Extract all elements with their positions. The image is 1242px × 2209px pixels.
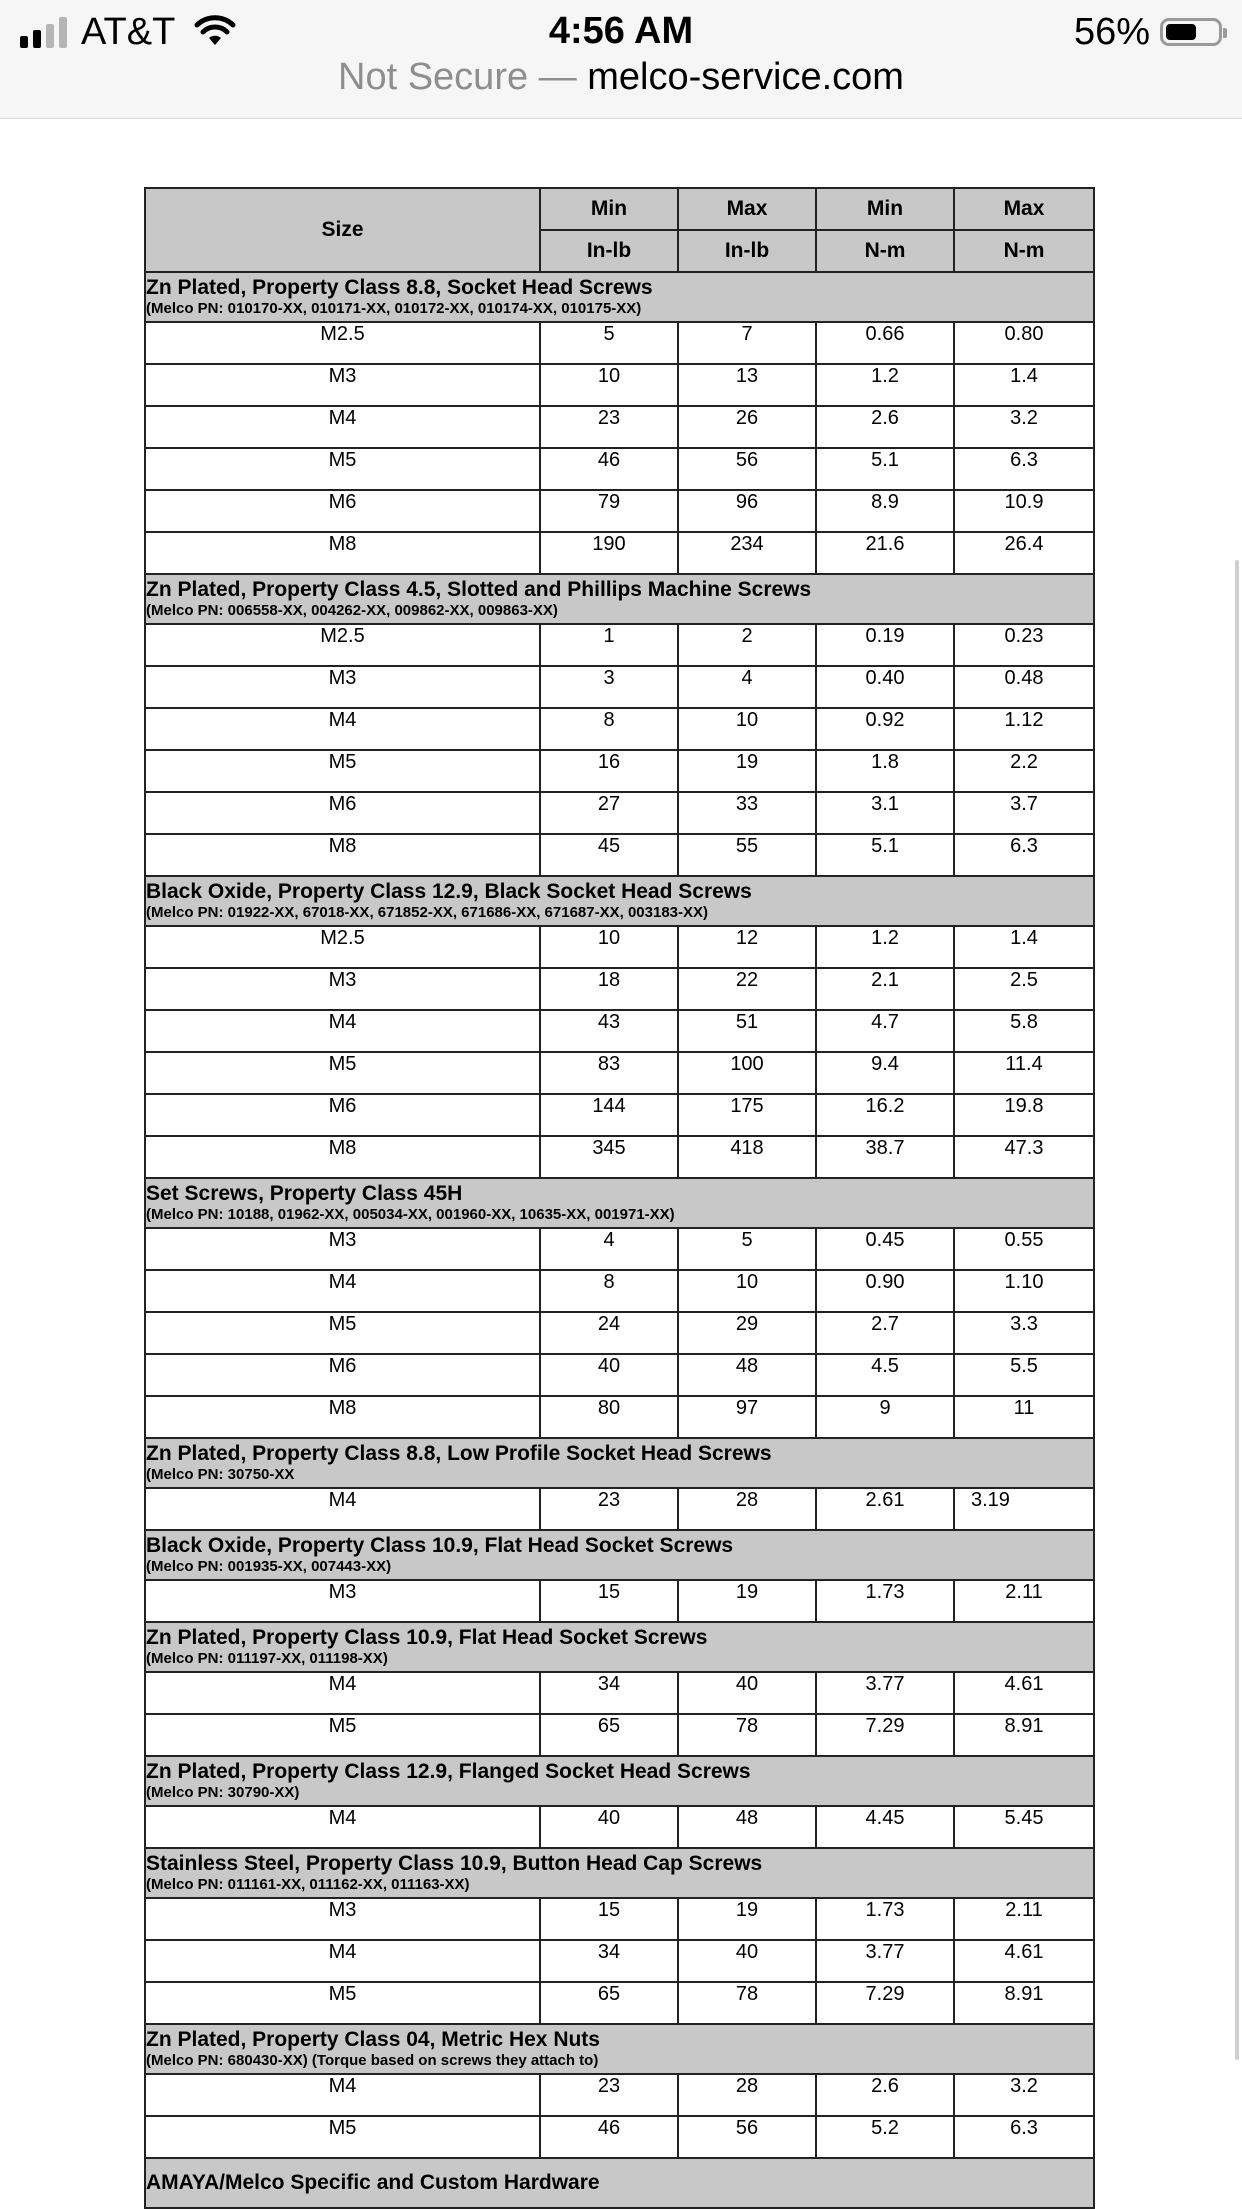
cell-size: M4 (145, 2074, 540, 2116)
section-header-cell (145, 1848, 1094, 1898)
section-title: AMAYA/Melco Specific and Custom Hardware (146, 2171, 600, 2194)
cell-max-inlb: 29 (678, 1312, 816, 1354)
cell-size: M8 (145, 1136, 540, 1178)
cell-max-inlb: 4 (678, 666, 816, 708)
table-row (145, 406, 1094, 448)
section-header-row (145, 2158, 1094, 2208)
col-unit-max-inlb: In-lb (678, 230, 816, 272)
cell-size: M2.5 (145, 926, 540, 968)
section-part-numbers: (Melco PN: 011197-XX, 011198-XX) (146, 1650, 388, 1667)
cell-max-inlb: 26 (678, 406, 816, 448)
cell-size: M6 (145, 1354, 540, 1396)
table-row (145, 926, 1094, 968)
table-row (145, 1052, 1094, 1094)
cell-min-inlb: 8 (540, 708, 678, 750)
section-part-numbers: (Melco PN: 680430-XX) (Torque based on screws they attach to) (146, 2052, 599, 2069)
cell-min-nm: 2.6 (816, 2074, 954, 2116)
section-header-cell (145, 1178, 1094, 1228)
cell-max-inlb: 28 (678, 2074, 816, 2116)
cell-max-inlb: 2 (678, 624, 816, 666)
table-row (145, 364, 1094, 406)
table-row (145, 624, 1094, 666)
cell-max-nm: 5.8 (954, 1010, 1094, 1052)
address-bar[interactable] (0, 56, 1242, 99)
table-row (145, 1488, 1094, 1530)
cell-max-nm: 0.55 (954, 1228, 1094, 1270)
cell-min-inlb: 45 (540, 834, 678, 876)
cell-min-inlb: 10 (540, 364, 678, 406)
cell-max-nm: 11 (954, 1396, 1094, 1438)
cell-max-inlb: 5 (678, 1228, 816, 1270)
cell-min-nm: 0.40 (816, 666, 954, 708)
section-header-cell (145, 2158, 1094, 2208)
table-row (145, 1094, 1094, 1136)
table-row (145, 1270, 1094, 1312)
cell-min-nm: 5.1 (816, 448, 954, 490)
cell-min-inlb: 1 (540, 624, 678, 666)
cell-max-nm: 3.2 (954, 2074, 1094, 2116)
cell-size: M5 (145, 1714, 540, 1756)
cell-max-nm: 2.2 (954, 750, 1094, 792)
cell-min-nm: 2.6 (816, 406, 954, 448)
cell-min-inlb: 27 (540, 792, 678, 834)
cell-min-inlb: 24 (540, 1312, 678, 1354)
col-header-size: Size (145, 188, 540, 272)
table-row (145, 1010, 1094, 1052)
cell-size: M8 (145, 532, 540, 574)
cell-max-nm: 1.12 (954, 708, 1094, 750)
cell-min-inlb: 46 (540, 448, 678, 490)
page-scrollbar[interactable] (1235, 560, 1239, 2060)
col-unit-min-inlb: In-lb (540, 230, 678, 272)
table-row (145, 1672, 1094, 1714)
cell-size: M8 (145, 834, 540, 876)
cell-max-inlb: 22 (678, 968, 816, 1010)
cell-max-nm: 3.2 (954, 406, 1094, 448)
table-row (145, 666, 1094, 708)
table-row (145, 448, 1094, 490)
cell-min-inlb: 43 (540, 1010, 678, 1052)
cell-max-inlb: 40 (678, 1672, 816, 1714)
cell-min-inlb: 15 (540, 1898, 678, 1940)
cell-size: M4 (145, 1270, 540, 1312)
cell-max-inlb: 78 (678, 1714, 816, 1756)
cell-size: M3 (145, 364, 540, 406)
cell-max-inlb: 19 (678, 1580, 816, 1622)
cell-min-inlb: 8 (540, 1270, 678, 1312)
table-row (145, 1806, 1094, 1848)
cell-max-inlb: 10 (678, 708, 816, 750)
cell-max-nm: 6.3 (954, 834, 1094, 876)
status-right (1074, 8, 1222, 56)
cell-max-inlb: 55 (678, 834, 816, 876)
cell-max-nm: 8.91 (954, 1982, 1094, 2024)
section-header-row (145, 1848, 1094, 1898)
cell-min-nm: 7.29 (816, 1714, 954, 1756)
cell-min-nm: 3.77 (816, 1940, 954, 1982)
cell-max-nm: 4.61 (954, 1940, 1094, 1982)
cell-min-nm: 7.29 (816, 1982, 954, 2024)
section-header-row (145, 1622, 1094, 1672)
cell-min-nm: 4.45 (816, 1806, 954, 1848)
cell-max-nm: 6.3 (954, 448, 1094, 490)
cell-min-nm: 1.2 (816, 926, 954, 968)
section-part-numbers: (Melco PN: 006558-XX, 004262-XX, 009862-XX, 009863-XX) (146, 602, 558, 619)
cell-max-inlb: 7 (678, 322, 816, 364)
table-row (145, 1982, 1094, 2024)
section-header-cell (145, 272, 1094, 322)
cell-min-inlb: 23 (540, 2074, 678, 2116)
cell-min-nm: 0.66 (816, 322, 954, 364)
cell-min-inlb: 40 (540, 1806, 678, 1848)
section-header-cell (145, 1622, 1094, 1672)
cell-size: M6 (145, 1094, 540, 1136)
cell-min-inlb: 80 (540, 1396, 678, 1438)
header-row-units (145, 188, 1094, 230)
url-domain: melco-service.com (587, 56, 904, 98)
cell-max-inlb: 19 (678, 1898, 816, 1940)
section-title: Stainless Steel, Property Class 10.9, Button Head Cap Screws (146, 1852, 763, 1875)
col-unit-min-nm: N-m (816, 230, 954, 272)
cell-min-inlb: 190 (540, 532, 678, 574)
cell-max-nm: 0.80 (954, 322, 1094, 364)
carrier-name: AT&T (81, 10, 176, 53)
cell-min-inlb: 15 (540, 1580, 678, 1622)
cell-max-nm: 4.61 (954, 1672, 1094, 1714)
table-row (145, 1898, 1094, 1940)
cell-size: M6 (145, 490, 540, 532)
section-part-numbers: (Melco PN: 30790-XX) (146, 1784, 300, 1801)
section-header-row (145, 1756, 1094, 1806)
cell-max-nm: 3.19 (954, 1488, 1094, 1530)
section-title: Zn Plated, Property Class 8.8, Low Profile Socket Head Screws (146, 1442, 772, 1465)
cell-min-inlb: 144 (540, 1094, 678, 1136)
cell-size: M4 (145, 406, 540, 448)
table-row (145, 1714, 1094, 1756)
cell-min-nm: 0.45 (816, 1228, 954, 1270)
cell-max-inlb: 48 (678, 1354, 816, 1396)
cell-max-inlb: 56 (678, 448, 816, 490)
table-row (145, 792, 1094, 834)
cell-max-inlb: 97 (678, 1396, 816, 1438)
cell-min-inlb: 46 (540, 2116, 678, 2158)
battery-icon (1160, 18, 1222, 46)
section-header-row (145, 1438, 1094, 1488)
cell-size: M6 (145, 792, 540, 834)
torque-table (144, 187, 1095, 2209)
cell-size: M3 (145, 968, 540, 1010)
cell-size: M4 (145, 1940, 540, 1982)
cell-max-inlb: 418 (678, 1136, 816, 1178)
cell-max-nm: 3.3 (954, 1312, 1094, 1354)
cell-max-nm: 0.48 (954, 666, 1094, 708)
section-header-row (145, 1530, 1094, 1580)
section-header-row (145, 272, 1094, 322)
col-header-max-nm: Max (954, 188, 1094, 230)
cell-min-nm: 1.2 (816, 364, 954, 406)
table-row (145, 1580, 1094, 1622)
cell-max-inlb: 28 (678, 1488, 816, 1530)
section-header-cell (145, 2024, 1094, 2074)
table-row (145, 2116, 1094, 2158)
cell-min-nm: 4.7 (816, 1010, 954, 1052)
cell-size: M4 (145, 1672, 540, 1714)
cell-min-nm: 21.6 (816, 532, 954, 574)
cell-min-nm: 4.5 (816, 1354, 954, 1396)
cell-size: M5 (145, 448, 540, 490)
cell-min-nm: 9.4 (816, 1052, 954, 1094)
cell-size: M4 (145, 708, 540, 750)
cell-min-inlb: 5 (540, 322, 678, 364)
table-row (145, 1354, 1094, 1396)
col-unit-max-nm: N-m (954, 230, 1094, 272)
cell-max-nm: 1.4 (954, 926, 1094, 968)
cell-min-inlb: 345 (540, 1136, 678, 1178)
table-row (145, 1136, 1094, 1178)
cell-max-inlb: 12 (678, 926, 816, 968)
section-header-cell (145, 574, 1094, 624)
table-row (145, 1312, 1094, 1354)
cell-size: M3 (145, 1898, 540, 1940)
section-header-cell (145, 1756, 1094, 1806)
cell-min-nm: 3.1 (816, 792, 954, 834)
section-header-cell (145, 1438, 1094, 1488)
table-row (145, 532, 1094, 574)
cell-min-nm: 16.2 (816, 1094, 954, 1136)
section-title: Set Screws, Property Class 45H (146, 1182, 463, 1205)
cell-size: M4 (145, 1010, 540, 1052)
cell-min-nm: 38.7 (816, 1136, 954, 1178)
section-title: Zn Plated, Property Class 8.8, Socket Head Screws (146, 276, 653, 299)
cell-max-inlb: 33 (678, 792, 816, 834)
cell-min-nm: 5.1 (816, 834, 954, 876)
section-part-numbers: (Melco PN: 011161-XX, 011162-XX, 011163-XX) (146, 1876, 470, 1893)
table-row (145, 322, 1094, 364)
cell-min-nm: 9 (816, 1396, 954, 1438)
section-title: Zn Plated, Property Class 4.5, Slotted and Phillips Machine Screws (146, 578, 812, 601)
cell-min-inlb: 40 (540, 1354, 678, 1396)
cell-max-nm: 8.91 (954, 1714, 1094, 1756)
not-secure-label: Not Secure — (338, 56, 577, 98)
table-row (145, 490, 1094, 532)
cell-max-inlb: 51 (678, 1010, 816, 1052)
cell-min-inlb: 4 (540, 1228, 678, 1270)
cell-min-nm: 2.7 (816, 1312, 954, 1354)
cell-min-inlb: 83 (540, 1052, 678, 1094)
cell-min-inlb: 18 (540, 968, 678, 1010)
section-part-numbers: (Melco PN: 30750-XX (146, 1466, 295, 1483)
table-body (145, 272, 1094, 2208)
cell-max-inlb: 10 (678, 1270, 816, 1312)
cell-min-nm: 1.73 (816, 1580, 954, 1622)
cell-max-nm: 1.4 (954, 364, 1094, 406)
cell-max-nm: 26.4 (954, 532, 1094, 574)
cell-min-nm: 0.90 (816, 1270, 954, 1312)
cell-max-inlb: 96 (678, 490, 816, 532)
cell-max-nm: 2.11 (954, 1580, 1094, 1622)
section-header-row (145, 2024, 1094, 2074)
table-row (145, 2074, 1094, 2116)
col-header-min-nm: Min (816, 188, 954, 230)
section-part-numbers: (Melco PN: 01922-XX, 67018-XX, 671852-XX, 671686-XX, 671687-XX, 003183-XX) (146, 904, 709, 921)
cell-min-nm: 1.73 (816, 1898, 954, 1940)
table-row (145, 1228, 1094, 1270)
section-part-numbers: (Melco PN: 10188, 01962-XX, 005034-XX, 001960-XX, 10635-XX, 001971-XX) (146, 1206, 675, 1223)
cell-min-nm: 1.8 (816, 750, 954, 792)
table-row (145, 1396, 1094, 1438)
cell-size: M2.5 (145, 624, 540, 666)
section-title: Zn Plated, Property Class 12.9, Flanged Socket Head Screws (146, 1760, 751, 1783)
cell-min-nm: 0.92 (816, 708, 954, 750)
cell-min-nm: 5.2 (816, 2116, 954, 2158)
cell-max-nm: 1.10 (954, 1270, 1094, 1312)
section-header-cell (145, 1530, 1094, 1580)
status-time: 4:56 AM (548, 10, 694, 52)
cell-max-nm: 0.23 (954, 624, 1094, 666)
section-title: Zn Plated, Property Class 04, Metric Hex Nuts (146, 2028, 600, 2051)
cell-min-inlb: 79 (540, 490, 678, 532)
cell-max-nm: 6.3 (954, 2116, 1094, 2158)
cell-size: M4 (145, 1488, 540, 1530)
section-part-numbers: (Melco PN: 001935-XX, 007443-XX) (146, 1558, 392, 1575)
section-title: Black Oxide, Property Class 12.9, Black Socket Head Screws (146, 880, 752, 903)
cell-size: M2.5 (145, 322, 540, 364)
col-header-min-inlb: Min (540, 188, 678, 230)
cell-max-nm: 3.7 (954, 792, 1094, 834)
status-bar (0, 0, 1242, 119)
cell-size: M5 (145, 750, 540, 792)
cell-max-inlb: 13 (678, 364, 816, 406)
cell-size: M3 (145, 1228, 540, 1270)
cell-min-nm: 3.77 (816, 1672, 954, 1714)
cell-min-nm: 8.9 (816, 490, 954, 532)
table-row (145, 968, 1094, 1010)
battery-percent: 56% (1073, 10, 1150, 53)
cell-max-inlb: 78 (678, 1982, 816, 2024)
cell-min-nm: 2.61 (816, 1488, 954, 1530)
cell-max-inlb: 40 (678, 1940, 816, 1982)
cell-size: M3 (145, 1580, 540, 1622)
col-header-max-inlb: Max (678, 188, 816, 230)
section-header-row (145, 1178, 1094, 1228)
section-header-row (145, 574, 1094, 624)
cell-min-inlb: 34 (540, 1672, 678, 1714)
table-row (145, 1940, 1094, 1982)
cell-max-nm: 2.11 (954, 1898, 1094, 1940)
section-header-row (145, 876, 1094, 926)
cell-max-inlb: 100 (678, 1052, 816, 1094)
cell-size: M4 (145, 1806, 540, 1848)
cell-size: M3 (145, 666, 540, 708)
cell-min-inlb: 65 (540, 1714, 678, 1756)
cell-max-inlb: 56 (678, 2116, 816, 2158)
cell-max-nm: 10.9 (954, 490, 1094, 532)
cell-min-nm: 0.19 (816, 624, 954, 666)
cell-max-nm: 5.5 (954, 1354, 1094, 1396)
cell-max-nm: 47.3 (954, 1136, 1094, 1178)
cell-size: M8 (145, 1396, 540, 1438)
cell-min-nm: 2.1 (816, 968, 954, 1010)
table-row (145, 834, 1094, 876)
table-row (145, 750, 1094, 792)
cell-min-inlb: 10 (540, 926, 678, 968)
cell-size: M5 (145, 1312, 540, 1354)
cell-max-inlb: 234 (678, 532, 816, 574)
cell-min-inlb: 3 (540, 666, 678, 708)
cell-min-inlb: 16 (540, 750, 678, 792)
cell-min-inlb: 65 (540, 1982, 678, 2024)
cell-max-nm: 11.4 (954, 1052, 1094, 1094)
cell-min-inlb: 34 (540, 1940, 678, 1982)
cell-min-inlb: 23 (540, 1488, 678, 1530)
cell-size: M5 (145, 1052, 540, 1094)
cell-max-inlb: 175 (678, 1094, 816, 1136)
cell-max-nm: 2.5 (954, 968, 1094, 1010)
section-title: Zn Plated, Property Class 10.9, Flat Head Socket Screws (146, 1626, 708, 1649)
cell-max-nm: 19.8 (954, 1094, 1094, 1136)
cell-size: M5 (145, 2116, 540, 2158)
section-title: Black Oxide, Property Class 10.9, Flat Head Socket Screws (146, 1534, 734, 1557)
cell-min-inlb: 23 (540, 406, 678, 448)
table-row (145, 708, 1094, 750)
cell-max-nm: 5.45 (954, 1806, 1094, 1848)
cell-max-inlb: 19 (678, 750, 816, 792)
section-header-cell (145, 876, 1094, 926)
cell-max-inlb: 48 (678, 1806, 816, 1848)
section-part-numbers: (Melco PN: 010170-XX, 010171-XX, 010172-XX, 010174-XX, 010175-XX) (146, 300, 642, 317)
cell-size: M5 (145, 1982, 540, 2024)
